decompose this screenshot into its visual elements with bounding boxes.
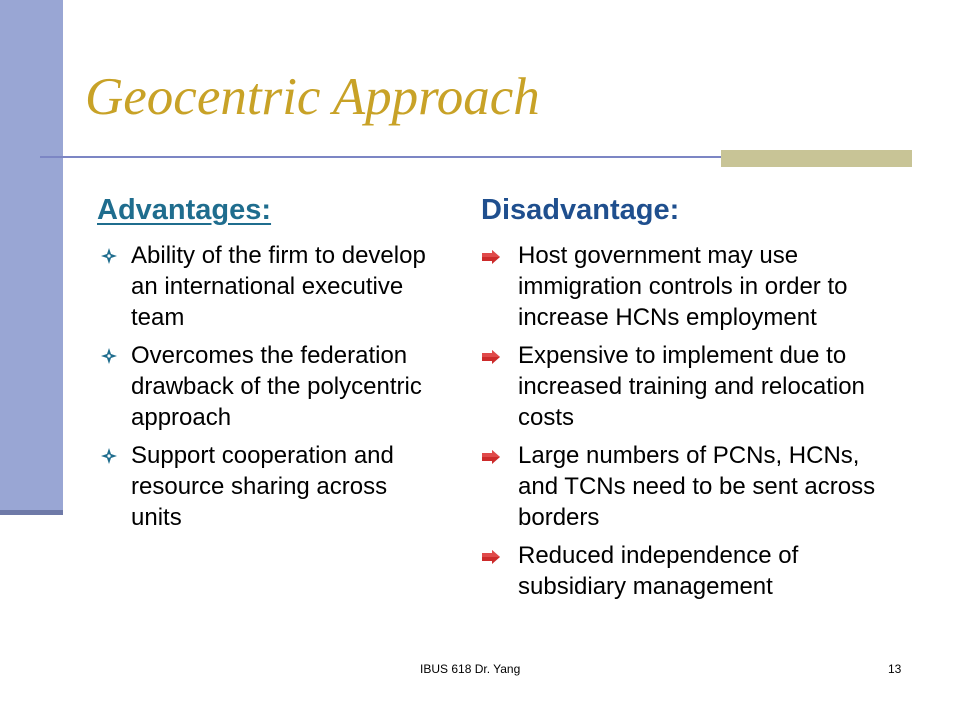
disadvantage-text: Large numbers of PCNs, HCNs, and TCNs need to be sent across borders [518,442,876,531]
advantages-list [97,240,442,533]
list-item [481,540,876,602]
advantage-text: Overcomes the federation drawback of the polycentric approach [131,342,422,431]
advantages-heading: Advantages: [97,194,272,226]
advantage-text: Support cooperation and resource sharing across units [131,442,394,531]
list-item [97,240,442,333]
diamond-star-icon [100,347,118,365]
disadvantages-column [481,190,876,609]
list-item [481,340,876,433]
slide-title: Geocentric Approach [85,68,540,126]
disadvantages-heading: Disadvantage: [481,194,680,226]
diamond-star-icon [100,447,118,465]
list-item [481,240,876,333]
diamond-star-icon [100,247,118,265]
list-item [97,340,442,433]
advantage-text: Ability of the firm to develop an international executive team [131,242,426,331]
side-accent-bar [0,0,63,512]
list-item [97,440,442,533]
slide-number: 13 [888,662,902,676]
title-divider-accent [721,150,912,167]
disadvantages-list [481,240,876,602]
red-arrow-icon [481,550,501,564]
footer-course: IBUS 618 Dr. Yang [420,662,521,676]
red-arrow-icon [481,250,501,264]
disadvantage-text: Host government may use immigration controls in order to increase HCNs employment [518,242,848,331]
disadvantage-text: Reduced independence of subsidiary management [518,542,799,600]
red-arrow-icon [481,350,501,364]
side-accent-bar-shadow [0,510,63,515]
advantages-column [97,190,442,540]
red-arrow-icon [481,450,501,464]
disadvantage-text: Expensive to implement due to increased training and relocation costs [518,342,865,431]
list-item [481,440,876,533]
